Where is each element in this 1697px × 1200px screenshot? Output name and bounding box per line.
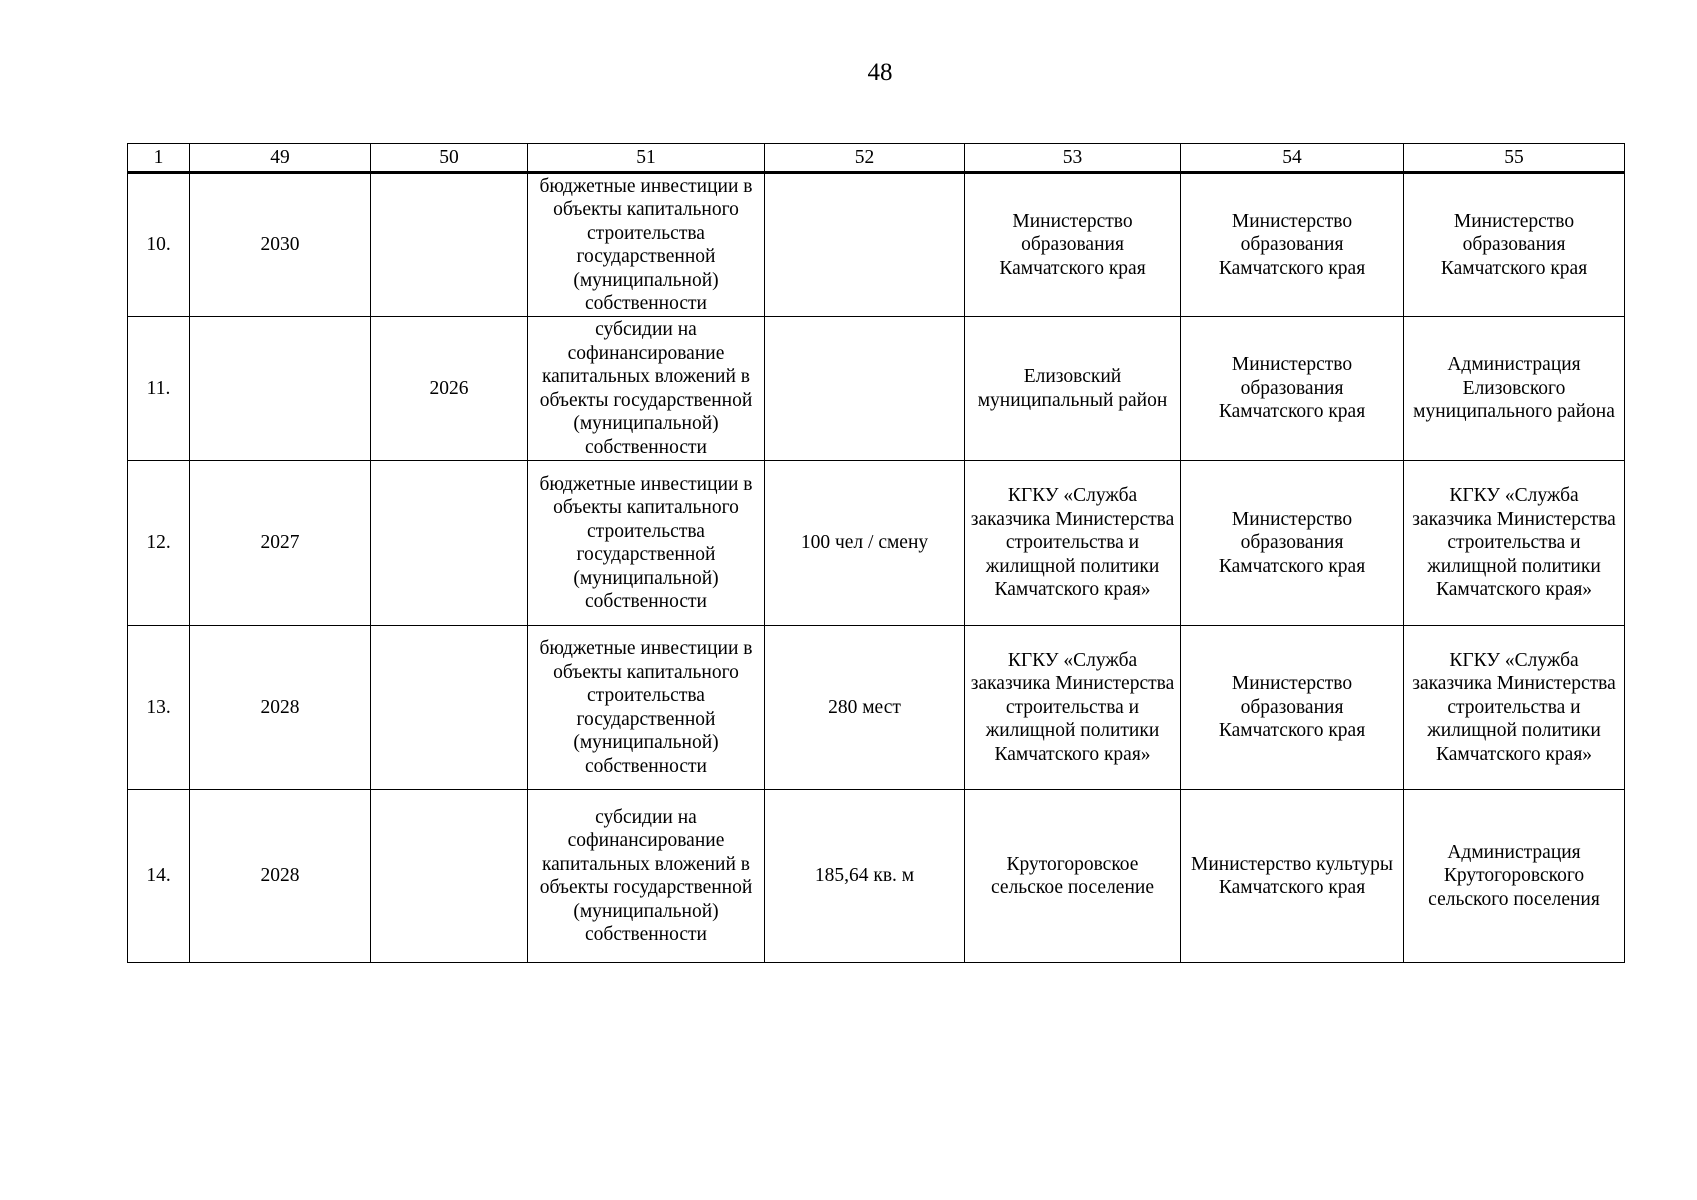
- col-55-cell: Администрация Крутогоровского сельского поселения: [1404, 790, 1625, 963]
- col-55-cell: КГКУ «Служба заказчика Министерства строительства и жилищной политики Камчатского края»: [1404, 461, 1625, 626]
- col-53-cell: Крутогоровское сельское поселение: [965, 790, 1181, 963]
- header-cell: 50: [371, 144, 528, 173]
- col-54-cell: Министерство культуры Камчатского края: [1181, 790, 1404, 963]
- col-54-cell: Министерство образования Камчатского края: [1181, 317, 1404, 461]
- header-cell: 1: [128, 144, 190, 173]
- col-55-cell: КГКУ «Служба заказчика Министерства строительства и жилищной политики Камчатского края»: [1404, 626, 1625, 790]
- col-54-cell: Министерство образования Камчатского края: [1181, 626, 1404, 790]
- row-number-cell: 14.: [128, 790, 190, 963]
- col-50-cell: [371, 626, 528, 790]
- row-number-cell: 11.: [128, 317, 190, 461]
- page-number: 48: [867, 59, 893, 86]
- col-49-cell: 2030: [190, 173, 371, 317]
- col-52-cell: 280 мест: [765, 626, 965, 790]
- header-cell: 51: [528, 144, 765, 173]
- table-row: [128, 790, 1625, 963]
- col-49-cell: 2028: [190, 790, 371, 963]
- header-cell: 52: [765, 144, 965, 173]
- col-53-cell: Елизовский муниципальный район: [965, 317, 1181, 461]
- col-54-cell: Министерство образования Камчатского края: [1181, 461, 1404, 626]
- table-row: [128, 461, 1625, 626]
- table-row: [128, 317, 1625, 461]
- col-54-cell: Министерство образования Камчатского края: [1181, 173, 1404, 317]
- col-53-cell: Министерство образования Камчатского края: [965, 173, 1181, 317]
- table-header-row: [128, 144, 1625, 173]
- col-52-cell: [765, 317, 965, 461]
- table-row: [128, 626, 1625, 790]
- col-55-cell: Администрация Елизовского муниципального района: [1404, 317, 1625, 461]
- col-53-cell: КГКУ «Служба заказчика Министерства строительства и жилищной политики Камчатского края»: [965, 626, 1181, 790]
- col-51-cell: бюджетные инвестиции в объекты капитального строительства государственной (муниципальной) собственности: [528, 626, 765, 790]
- col-51-cell: бюджетные инвестиции в объекты капитального строительства государственной (муниципальной) собственности: [528, 173, 765, 317]
- data-table: [127, 143, 1625, 963]
- col-53-cell: КГКУ «Служба заказчика Министерства строительства и жилищной политики Камчатского края»: [965, 461, 1181, 626]
- col-49-cell: [190, 317, 371, 461]
- col-50-cell: [371, 173, 528, 317]
- col-49-cell: 2028: [190, 626, 371, 790]
- col-51-cell: субсидии на софинансирование капитальных вложений в объекты государственной (муниципальной) собственности: [528, 790, 765, 963]
- col-51-cell: субсидии на софинансирование капитальных вложений в объекты государственной (муниципальной) собственности: [528, 317, 765, 461]
- col-52-cell: 185,64 кв. м: [765, 790, 965, 963]
- row-number-cell: 12.: [128, 461, 190, 626]
- col-51-cell: бюджетные инвестиции в объекты капитального строительства государственной (муниципальной) собственности: [528, 461, 765, 626]
- row-number-cell: 10.: [128, 173, 190, 317]
- header-cell: 53: [965, 144, 1181, 173]
- row-number-cell: 13.: [128, 626, 190, 790]
- col-52-cell: 100 чел / смену: [765, 461, 965, 626]
- col-52-cell: [765, 173, 965, 317]
- table-row: [128, 173, 1625, 317]
- header-cell: 55: [1404, 144, 1625, 173]
- col-55-cell: Министерство образования Камчатского края: [1404, 173, 1625, 317]
- col-50-cell: [371, 790, 528, 963]
- col-50-cell: 2026: [371, 317, 528, 461]
- col-49-cell: 2027: [190, 461, 371, 626]
- header-cell: 54: [1181, 144, 1404, 173]
- col-50-cell: [371, 461, 528, 626]
- header-cell: 49: [190, 144, 371, 173]
